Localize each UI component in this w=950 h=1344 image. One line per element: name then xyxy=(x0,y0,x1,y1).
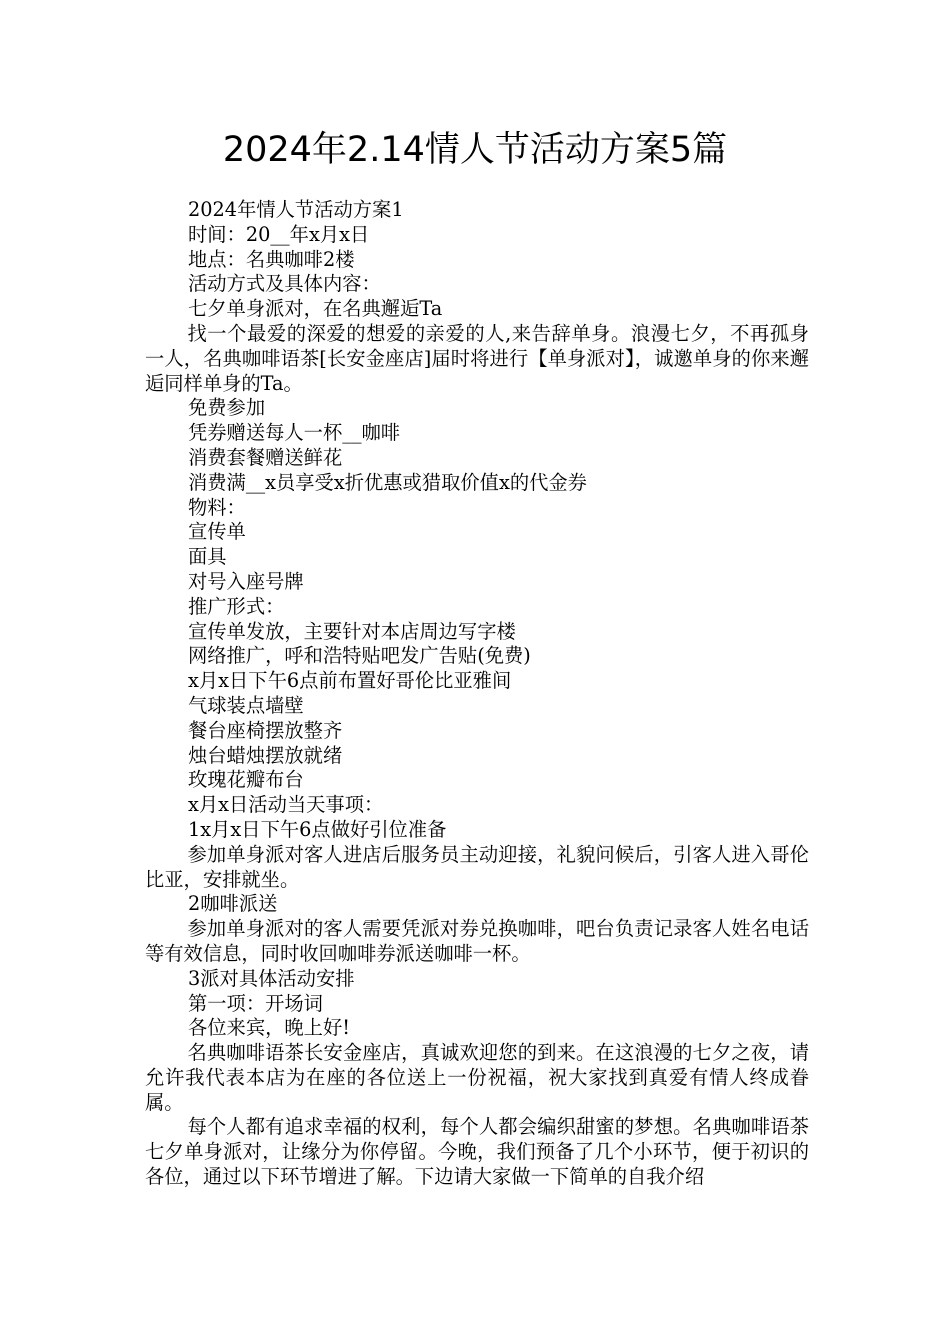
text-line: 气球装点墙壁 xyxy=(188,693,304,717)
text-line: 对号入座号牌 xyxy=(188,569,304,593)
text-line: 烛台蜡烛摆放就绪 xyxy=(188,743,343,767)
text-line: 第一项：开场词 xyxy=(188,991,323,1015)
text-line: 消费满__x员享受x折优惠或猎取价值x的代金券 xyxy=(188,470,587,494)
text-line: 玫瑰花瓣布台 xyxy=(188,768,304,792)
text-line: 地点：名典咖啡2楼 xyxy=(188,247,355,271)
paragraph: 找一个最爱的深爱的想爱的亲爱的人,来告辞单身。浪漫七夕，不再孤身一人，名典咖啡语茶[长安金座店]届时将进行【单身派对】，诚邀单身的你来邂逅同样单身的Ta。 xyxy=(145,321,809,395)
paragraph: 每个人都有追求幸福的权利，每个人都会编织甜蜜的梦想。名典咖啡语茶七夕单身派对，让缘分为你停留。今晚，我们预备了几个小环节，便于初识的各位，通过以下环节增进了解。下边请大家做一下简单的自我介绍 xyxy=(145,1115,809,1189)
text-line: 时间：20__年x月x日 xyxy=(188,222,370,246)
paragraph: 名典咖啡语茶长安金座店，真诚欢迎您的到来。在这浪漫的七夕之夜，请允许我代表本店为在座的各位送上一份祝福，祝大家找到真爱有情人终成眷属。 xyxy=(145,1041,809,1114)
text-line: x月x日活动当天事项： xyxy=(188,793,384,817)
text-line: 宣传单发放，主要针对本店周边写字楼 xyxy=(188,619,516,643)
text-line: 凭券赠送每人一杯__咖啡 xyxy=(188,421,401,445)
text-line: 推广形式： xyxy=(188,594,285,618)
text-line: 1x月x日下午6点做好引位准备 xyxy=(188,817,447,841)
text-line: 物料： xyxy=(188,495,246,519)
paragraph: 参加单身派对客人进店后服务员主动迎接，礼貌问候后，引客人进入哥伦比亚，安排就坐。 xyxy=(145,842,809,891)
text-line: 宣传单 xyxy=(188,520,246,544)
text-line: 七夕单身派对，在名典邂逅Ta xyxy=(188,297,443,321)
text-line: 2咖啡派送 xyxy=(188,892,278,916)
text-line: 活动方式及具体内容： xyxy=(188,272,381,296)
text-line: 面具 xyxy=(188,545,227,569)
text-line: 2024年情人节活动方案1 xyxy=(188,198,404,221)
text-line: x月x日下午6点前布置好哥伦比亚雅间 xyxy=(188,669,512,693)
text-line: 各位来宾，晚上好! xyxy=(188,1016,350,1040)
document-title: 2024年2.14情人节活动方案5篇 xyxy=(222,130,728,170)
text-line: 餐台座椅摆放整齐 xyxy=(188,718,343,742)
text-line: 网络推广，呼和浩特贴吧发广告贴(免费) xyxy=(188,644,531,668)
text-line: 免费参加 xyxy=(188,396,266,420)
text-line: 消费套餐赠送鲜花 xyxy=(188,445,343,469)
paragraph: 参加单身派对的客人需要凭派对券兑换咖啡，吧台负责记录客人姓名电话等有效信息，同时收回咖啡券派送咖啡一杯。 xyxy=(145,917,809,965)
text-line: 3派对具体活动安排 xyxy=(188,966,355,990)
document-body xyxy=(145,198,809,1190)
